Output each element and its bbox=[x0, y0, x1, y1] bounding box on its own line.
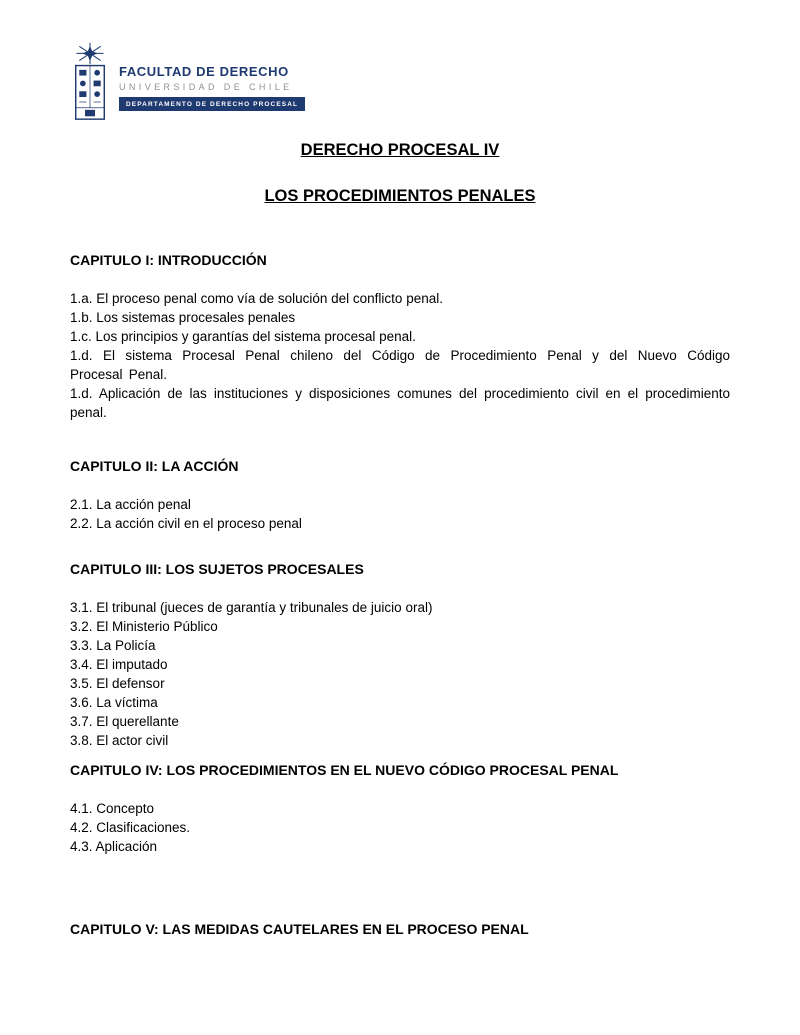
chapter-heading: CAPITULO I: INTRODUCCIÓN bbox=[70, 252, 267, 268]
syllabus-item: 3.6. La víctima bbox=[70, 695, 158, 710]
chapter-heading: CAPITULO V: LAS MEDIDAS CAUTELARES EN EL PROCESO PENAL bbox=[70, 921, 529, 937]
syllabus-item: 3.4. El imputado bbox=[70, 657, 168, 672]
syllabus-item: 1.b. Los sistemas procesales penales bbox=[70, 310, 296, 325]
chapter-heading: CAPITULO II: LA ACCIÓN bbox=[70, 458, 239, 474]
section-capitulo-1 bbox=[70, 252, 730, 422]
syllabus-item: 4.1. Concepto bbox=[70, 801, 155, 816]
section-capitulo-2 bbox=[70, 458, 730, 533]
chapter-items bbox=[70, 289, 730, 422]
syllabus-item: 2.2. La acción civil en el proceso penal bbox=[70, 516, 302, 531]
faculty-name: FACULTAD DE DERECHO bbox=[119, 64, 289, 79]
syllabus-item: 3.7. El querellante bbox=[70, 714, 179, 729]
syllabus-item: 1.d. Aplicación de las instituciones y disposiciones comunes del procedimiento civil en el procedimiento penal. bbox=[70, 386, 730, 420]
section-capitulo-4 bbox=[70, 762, 730, 856]
chapter-items bbox=[70, 598, 730, 750]
syllabus-item: 2.1. La acción penal bbox=[70, 497, 191, 512]
chapter-items bbox=[70, 799, 730, 856]
university-name: UNIVERSIDAD DE CHILE bbox=[119, 82, 293, 92]
chapter-heading: CAPITULO III: LOS SUJETOS PROCESALES bbox=[70, 561, 364, 577]
syllabus-item: 4.3. Aplicación bbox=[70, 839, 158, 854]
section-capitulo-3 bbox=[70, 561, 730, 750]
chapter-items bbox=[70, 495, 730, 533]
syllabus-item: 4.2. Clasificaciones. bbox=[70, 820, 191, 835]
syllabus-item: 3.5. El defensor bbox=[70, 676, 165, 691]
chapter-heading: CAPITULO IV: LOS PROCEDIMIENTOS EN EL NUEVO CÓDIGO PROCESAL PENAL bbox=[70, 762, 619, 778]
syllabus-item: 1.d. El sistema Procesal Penal chileno del Código de Procedimiento Penal y del Nuevo Código Procesal Penal. bbox=[70, 348, 730, 382]
university-crest-icon bbox=[70, 42, 110, 122]
document-title: DERECHO PROCESAL IV bbox=[300, 141, 500, 159]
syllabus-item: 1.c. Los principios y garantías del sistema procesal penal. bbox=[70, 329, 416, 344]
syllabus-item: 3.8. El actor civil bbox=[70, 733, 169, 748]
syllabus-item: 3.2. El Ministerio Público bbox=[70, 619, 218, 634]
document-subtitle: LOS PROCEDIMIENTOS PENALES bbox=[264, 187, 536, 205]
department-banner: DEPARTAMENTO DE DERECHO PROCESAL bbox=[119, 97, 305, 111]
university-logo bbox=[70, 42, 730, 122]
syllabus-item: 3.1. El tribunal (jueces de garantía y tribunales de juicio oral) bbox=[70, 600, 433, 615]
section-capitulo-5 bbox=[70, 921, 730, 938]
syllabus-item: 1.a. El proceso penal como vía de solución del conflicto penal. bbox=[70, 291, 443, 306]
syllabus-item: 3.3. La Policía bbox=[70, 638, 156, 653]
logo-text bbox=[119, 42, 305, 111]
